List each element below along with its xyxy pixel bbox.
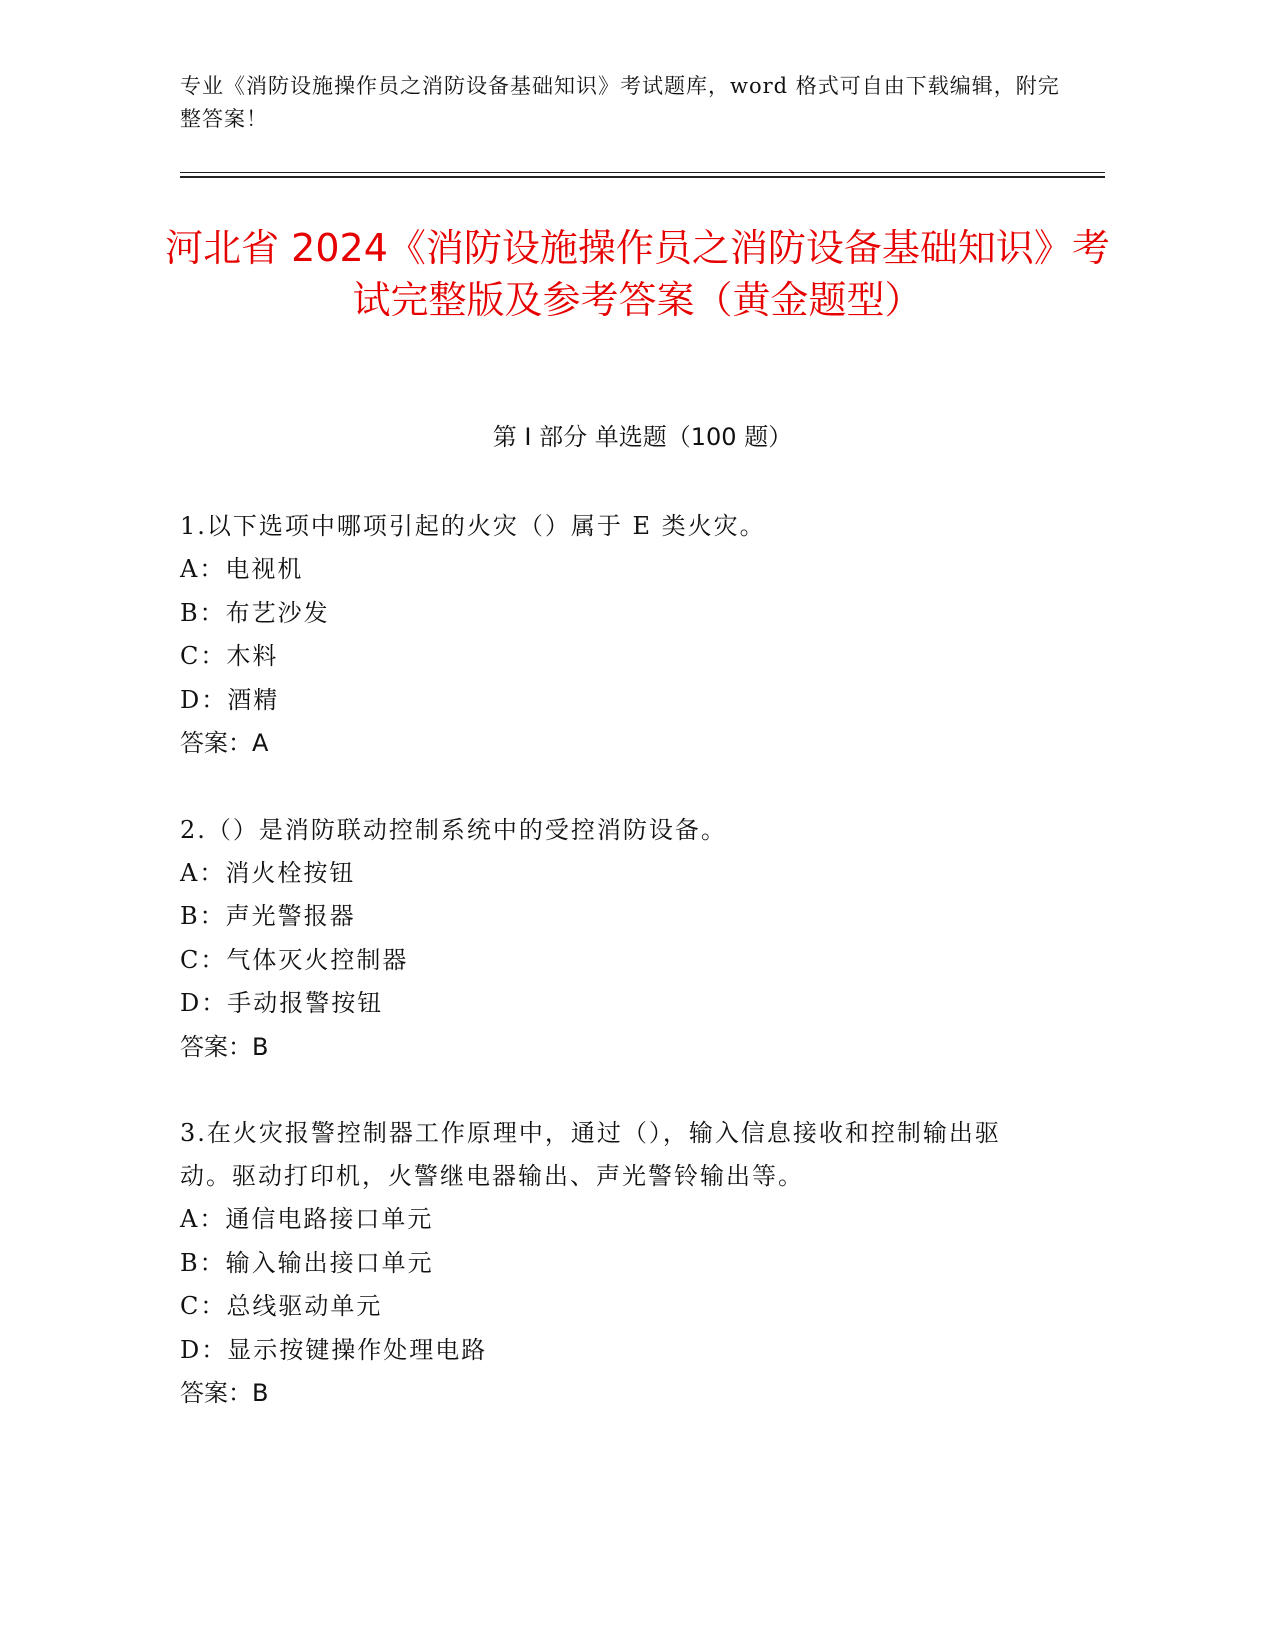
question-stem: 3.在火灾报警控制器工作原理中，通过（），输入信息接收和控制输出驱动。驱动打印机，火警继电器输出、声光警铃输出等。 xyxy=(180,1119,1001,1190)
option-c: C：总线驱动单元 xyxy=(180,1292,383,1320)
option-b: B：声光警报器 xyxy=(180,902,356,930)
option-b: B：布艺沙发 xyxy=(180,598,330,627)
header-note: 专业《消防设施操作员之消防设备基础知识》考试题库，word 格式可自由下载编辑，附完整答案！ xyxy=(180,74,1060,131)
option-a: A：电视机 xyxy=(180,555,304,583)
option-c: C：木料 xyxy=(180,642,279,670)
answer-line: 答案：B xyxy=(180,1379,269,1407)
option-d: D：显示按键操作处理电路 xyxy=(180,1335,488,1364)
question-stem: 2.（）是消防联动控制系统中的受控消防设备。 xyxy=(180,815,727,844)
section-title: 第 I 部分 单选题（100 题） xyxy=(492,423,793,451)
answer-line: 答案：B xyxy=(180,1032,269,1061)
option-a: A：通信电路接口单元 xyxy=(180,1205,434,1233)
answer-line: 答案：A xyxy=(180,729,269,757)
option-c: C：气体灭火控制器 xyxy=(180,945,409,974)
option-a: A：消火栓按钮 xyxy=(180,858,356,887)
question-3 xyxy=(180,1112,1040,1416)
question-2 xyxy=(180,809,1040,1070)
question-list xyxy=(180,505,1040,1459)
question-stem: 1.以下选项中哪项引起的火灾（）属于 E 类火灾。 xyxy=(180,512,766,540)
option-d: D：手动报警按钮 xyxy=(180,989,384,1017)
option-b: B：输入输出接口单元 xyxy=(180,1248,434,1277)
document-title: 河北省 2024《消防设施操作员之消防设备基础知识》考试完整版及参考答案（黄金题型） xyxy=(165,226,1110,322)
header-divider-thick xyxy=(180,176,1105,178)
question-1 xyxy=(180,505,1040,766)
header-divider-thin xyxy=(180,172,1105,173)
option-d: D：酒精 xyxy=(180,685,280,714)
